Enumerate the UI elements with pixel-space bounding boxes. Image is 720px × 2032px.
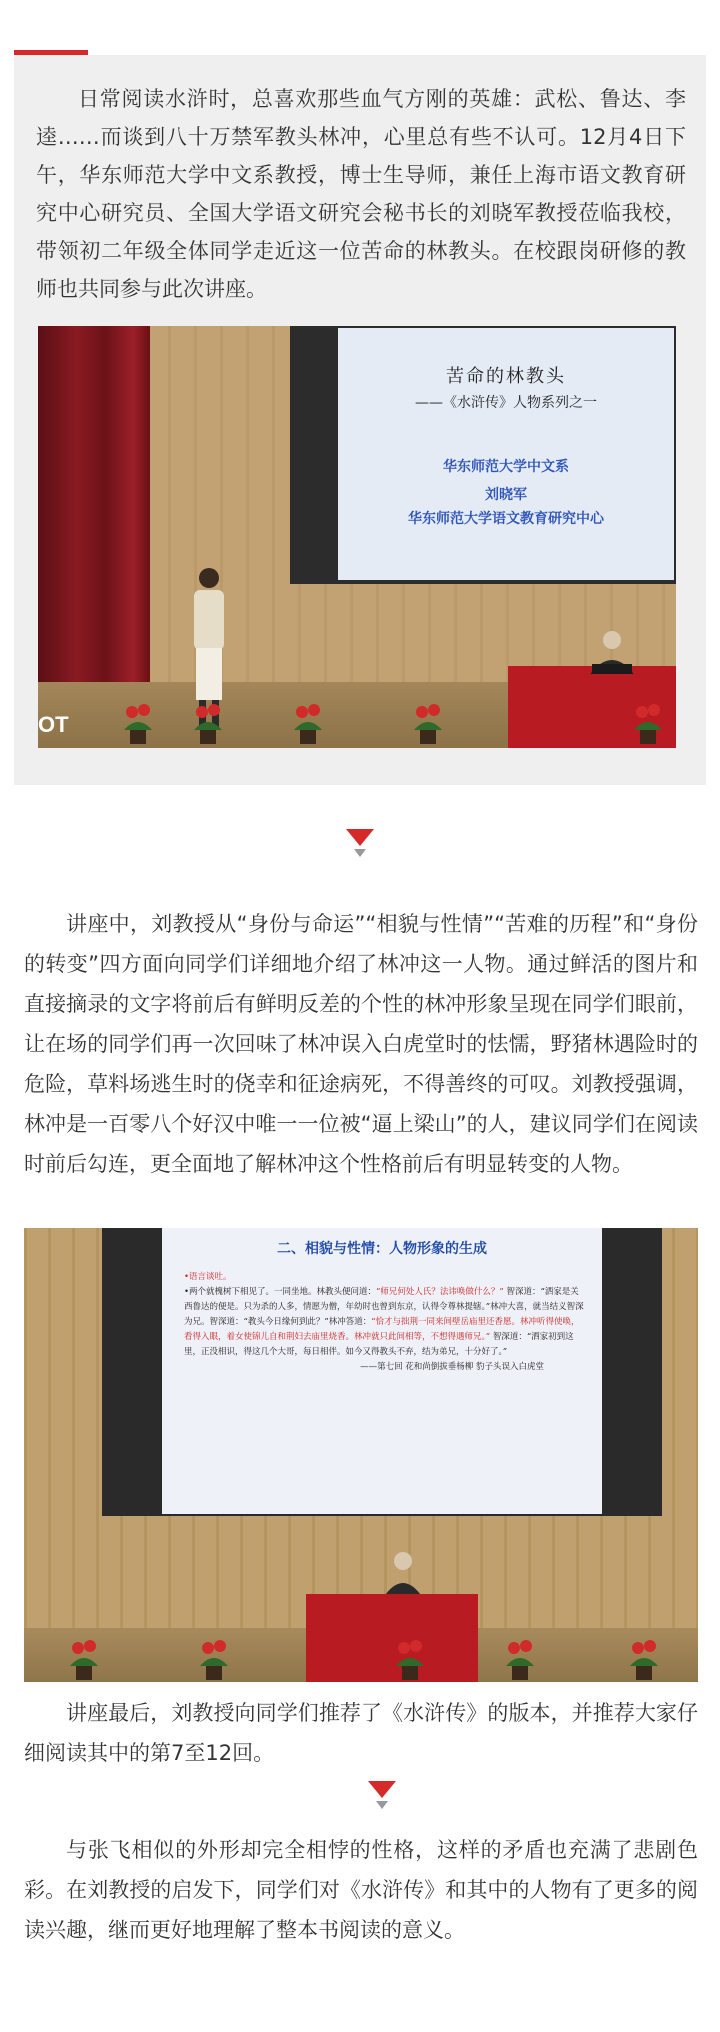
flower-pot-icon xyxy=(64,1636,104,1680)
slide-department: 华东师范大学中文系 xyxy=(443,459,569,475)
lecture-photo-speaker xyxy=(38,326,676,748)
slide-title: 苦命的林教头 xyxy=(446,366,566,387)
lecture-photo-slide xyxy=(24,1228,698,1682)
red-triangle-divider-icon xyxy=(367,1780,397,1810)
seated-lecturer xyxy=(380,1550,426,1598)
slide-line: •两个就槐树下相见了。一同坐地。林教头便问道： xyxy=(184,1287,377,1297)
projection-screen xyxy=(162,1228,602,1514)
school-logo: OT xyxy=(38,712,69,737)
flower-pot-icon xyxy=(628,700,668,744)
flower-pot-icon xyxy=(408,700,448,744)
conclusion-paragraph: 与张飞相似的外形却完全相悖的性格，这样的矛盾也充满了悲剧色彩。在刘教授的启发下，同学们对《水浒传》和其中的人物有了更多的阅读兴趣，继而更好地理解了整本书阅读的意义。 xyxy=(24,1838,698,1942)
slide-highlight: “恰才与拙荆一同来间壁岳庙里还香愿。林冲听得使唤，看得入眼，着女使锦儿自和荆妇去庙里烧香。林冲就只此间相等，不想得遇师兄。” xyxy=(184,1317,580,1342)
slide-line: 智深道：“洒家是关西鲁达的便是。只为杀的人多，情愿为僧，年幼时也曾到东京，认得令尊林提辖。”林冲大喜，就当结义智深为兄。智深道：“教头今日缘何到此？”林冲答道： xyxy=(184,1287,584,1327)
intro-paragraph: 日常阅读水浒时，总喜欢那些血气方刚的英雄：武松、鲁达、李逵……而谈到八十万禁军教头林冲，心里总有些不认可。12月4日下午，华东师范大学中文系教授，博士生导师，兼任上海市语文教育研究中心研究员、全国大学语文研究会秘书长的刘晓军教授莅临我校，带领初二年级全体同学走近这一位苦命的林教头。在校跟岗研修的教师也共同参与此次讲座。 xyxy=(36,87,686,301)
flower-pot-icon xyxy=(118,700,158,744)
flower-pot-icon xyxy=(500,1636,540,1680)
slide-title: 二、相貌与性情：人物形象的生成 xyxy=(277,1241,487,1257)
projection-screen xyxy=(338,328,674,580)
slide-source: ——第七回 花和尚倒拔垂杨柳 豹子头误入白虎堂 xyxy=(360,1362,544,1372)
flower-pot-icon xyxy=(194,1636,234,1680)
red-triangle-divider-icon xyxy=(345,828,375,858)
flower-pot-icon xyxy=(390,1636,430,1680)
book-recommendation-paragraph: 讲座最后，刘教授向同学们推荐了《水浒传》的版本，并推荐大家仔细阅读其中的第7至12回。 xyxy=(24,1701,698,1765)
slide-line: 智深道：“洒家初到这里，正没相识，得这几个大哥，每日相伴。如今又得教头不弃，结为弟兄，十分好了。” xyxy=(184,1332,574,1357)
slide-quote-body xyxy=(184,1270,584,1375)
flower-pot-icon xyxy=(288,700,328,744)
slide-heading: •语言谈吐。 xyxy=(184,1272,232,1282)
slide-research-center: 华东师范大学语文教育研究中心 xyxy=(408,511,604,527)
flower-pot-icon xyxy=(188,700,228,744)
seated-lecturer xyxy=(586,630,638,674)
slide-lecturer-name: 刘晓军 xyxy=(485,487,527,503)
slide-highlight: “师兄何处人氏？法讳唤做什么？” xyxy=(376,1287,504,1297)
flower-pot-icon xyxy=(624,1636,664,1680)
slide-subtitle: ——《水浒传》人物系列之一 xyxy=(415,395,597,411)
lecture-content-paragraph: 讲座中，刘教授从“身份与命运”“相貌与性情”“苦难的历程”和“身份的转变”四方面向同学们详细地介绍了林冲这一人物。通过鲜活的图片和直接摘录的文字将前后有鲜明反差的个性的林冲形象呈现在同学们眼前，让在场的同学们再一次回味了林冲误入白虎堂时的怯懦，野猪林遇险时的危险，草料场逃生时的侥幸和征途病死，不得善终的可叹。刘教授强调，林冲是一百零八个好汉中唯一一位被“逼上梁山”的人，建议同学们在阅读时前后勾连，更全面地了解林冲这个性格前后有明显转变的人物。 xyxy=(24,912,698,1176)
